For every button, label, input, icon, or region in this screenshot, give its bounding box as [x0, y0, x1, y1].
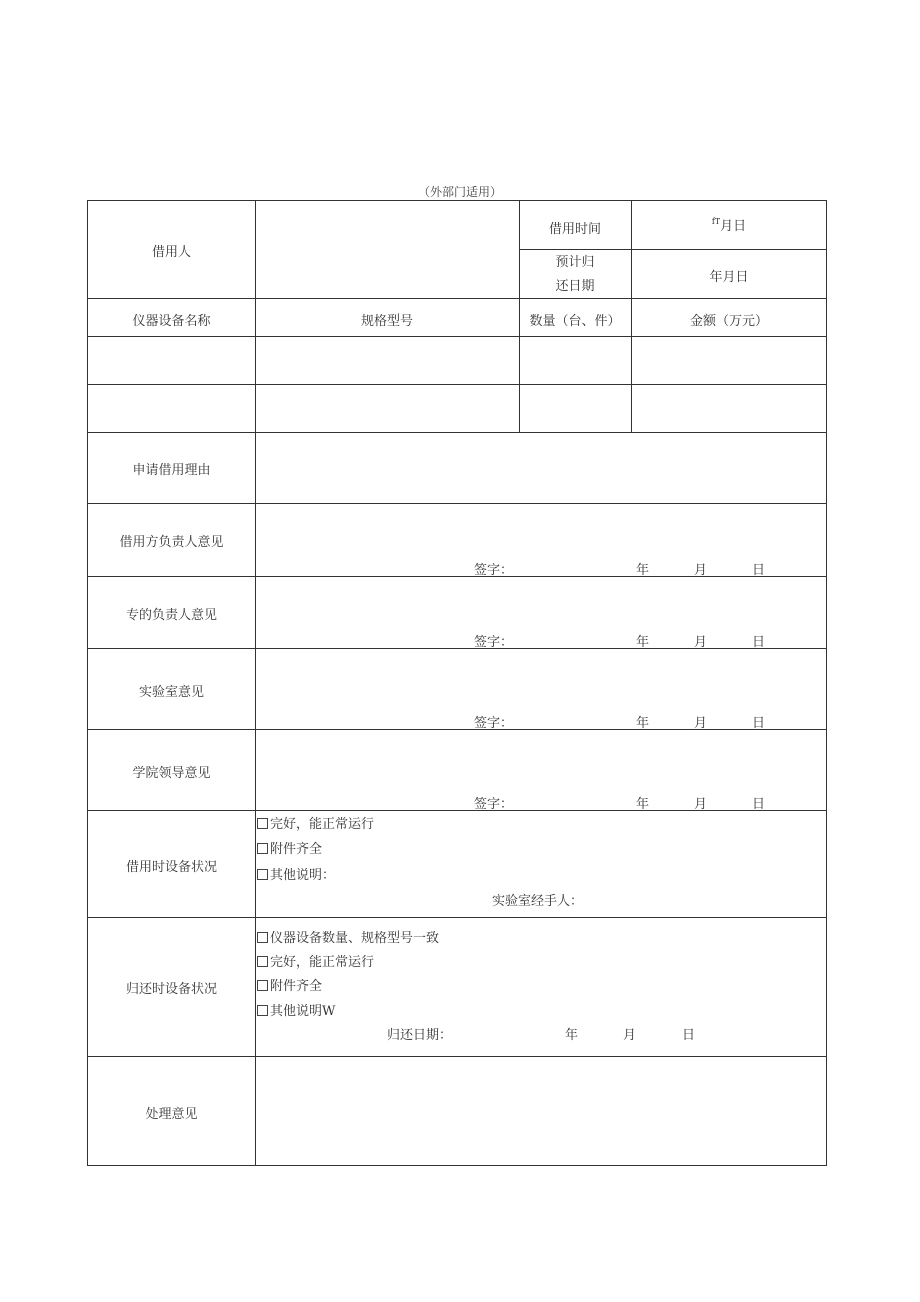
return-status-item-4-label: 其他说明W — [270, 1004, 336, 1019]
return-date-row-year: 年 — [565, 1028, 579, 1043]
borrower-leader-day: 日 — [752, 563, 766, 578]
borrow-status-item-3-label: 其他说明： — [270, 868, 336, 883]
checkbox-icon[interactable] — [257, 932, 268, 943]
checkbox-icon[interactable] — [257, 980, 268, 991]
form-subtitle: （外部门适用） — [417, 185, 502, 199]
owner-leader-field[interactable] — [256, 577, 826, 647]
borrow-status-item-3[interactable] — [257, 864, 335, 883]
handling-label: 处理意见 — [145, 1107, 198, 1122]
row-divider-header — [88, 298, 827, 299]
col-header-model: 规格型号 — [360, 314, 413, 329]
return-date-field[interactable]: 年月日 — [709, 270, 749, 285]
item2-qty-field[interactable] — [520, 385, 630, 431]
lab-field[interactable] — [256, 649, 826, 728]
return-date-label — [519, 251, 631, 299]
borrow-status-item-1-label: 完好，能正常运行 — [270, 817, 375, 832]
col-header-qty: 数量（台、件） — [529, 314, 621, 329]
college-label: 学院领导意见 — [132, 766, 211, 781]
return-status-item-1-label: 仪器设备数量、规格型号一致 — [270, 931, 440, 946]
item2-amount-field[interactable] — [632, 385, 826, 431]
return-status-item-2[interactable] — [257, 951, 374, 970]
return-status-item-3[interactable] — [257, 975, 322, 994]
return-status-item-3-label: 附件齐全 — [270, 979, 323, 994]
row-divider-time — [519, 249, 827, 250]
col-header-name: 仪器设备名称 — [132, 314, 211, 329]
return-date-row-label: 归还日期： — [387, 1028, 453, 1043]
borrower-leader-label: 借用方负责人意见 — [119, 535, 224, 550]
college-year: 年 — [636, 797, 650, 812]
owner-leader-month: 月 — [694, 635, 708, 650]
return-date-label-line2: 还日期 — [555, 279, 595, 294]
item2-name-field[interactable] — [89, 385, 254, 431]
borrow-time-mark: fT — [711, 217, 721, 226]
lab-handler-label: 实验室经手人： — [492, 894, 584, 909]
row-divider-return-status — [88, 1056, 827, 1057]
borrow-time-field[interactable] — [631, 215, 827, 234]
owner-leader-label: 专的负责人意见 — [125, 608, 217, 623]
lab-sign: 签字： — [474, 716, 514, 731]
lab-year: 年 — [636, 716, 650, 731]
item1-amount-field[interactable] — [632, 337, 826, 383]
borrow-status-item-1[interactable] — [257, 813, 374, 832]
return-date-row-month: 月 — [623, 1028, 637, 1043]
owner-leader-year: 年 — [636, 635, 650, 650]
reason-field[interactable] — [256, 433, 826, 502]
return-status-item-4[interactable] — [257, 1000, 335, 1019]
borrow-status-label: 借用时设备状况 — [125, 860, 217, 875]
return-status-label: 归还时设备状况 — [125, 982, 217, 997]
reason-label: 申请借用理由 — [132, 463, 211, 478]
return-date-row-day: 日 — [682, 1028, 696, 1043]
borrow-status-item-2-label: 附件齐全 — [270, 842, 323, 857]
checkbox-icon[interactable] — [257, 956, 268, 967]
borrow-time-text: 月日 — [720, 219, 747, 234]
borrower-leader-sign: 签字： — [474, 563, 514, 578]
handling-field[interactable] — [256, 1058, 826, 1165]
checkbox-icon[interactable] — [257, 818, 268, 829]
owner-leader-day: 日 — [752, 635, 766, 650]
lab-label: 实验室意见 — [138, 685, 204, 700]
lab-day: 日 — [752, 716, 766, 731]
item1-name-field[interactable] — [89, 337, 254, 383]
row-divider-borrow-status — [88, 917, 827, 918]
item2-model-field[interactable] — [256, 385, 518, 431]
owner-leader-sign: 签字： — [474, 635, 514, 650]
college-day: 日 — [752, 797, 766, 812]
item1-model-field[interactable] — [256, 337, 518, 383]
borrower-field[interactable] — [256, 202, 518, 297]
borrow-form-table — [87, 200, 827, 1166]
borrow-status-item-2[interactable] — [257, 838, 322, 857]
borrower-leader-field[interactable] — [256, 504, 826, 575]
return-status-item-2-label: 完好，能正常运行 — [270, 955, 375, 970]
checkbox-icon[interactable] — [257, 1005, 268, 1016]
lab-month: 月 — [694, 716, 708, 731]
borrower-leader-month: 月 — [694, 563, 708, 578]
return-status-item-1[interactable] — [257, 927, 439, 946]
row-divider-college — [88, 810, 827, 811]
item1-qty-field[interactable] — [520, 337, 630, 383]
col-header-amount: 金额（万元） — [689, 314, 768, 329]
college-month: 月 — [694, 797, 708, 812]
checkbox-icon[interactable] — [257, 843, 268, 854]
return-date-label-line1: 预计归 — [555, 255, 595, 270]
borrower-leader-year: 年 — [636, 563, 650, 578]
borrow-time-label: 借用时间 — [548, 222, 601, 237]
college-field[interactable] — [256, 730, 826, 809]
college-sign: 签字： — [474, 797, 514, 812]
borrower-label: 借用人 — [151, 245, 191, 260]
checkbox-icon[interactable] — [257, 869, 268, 880]
